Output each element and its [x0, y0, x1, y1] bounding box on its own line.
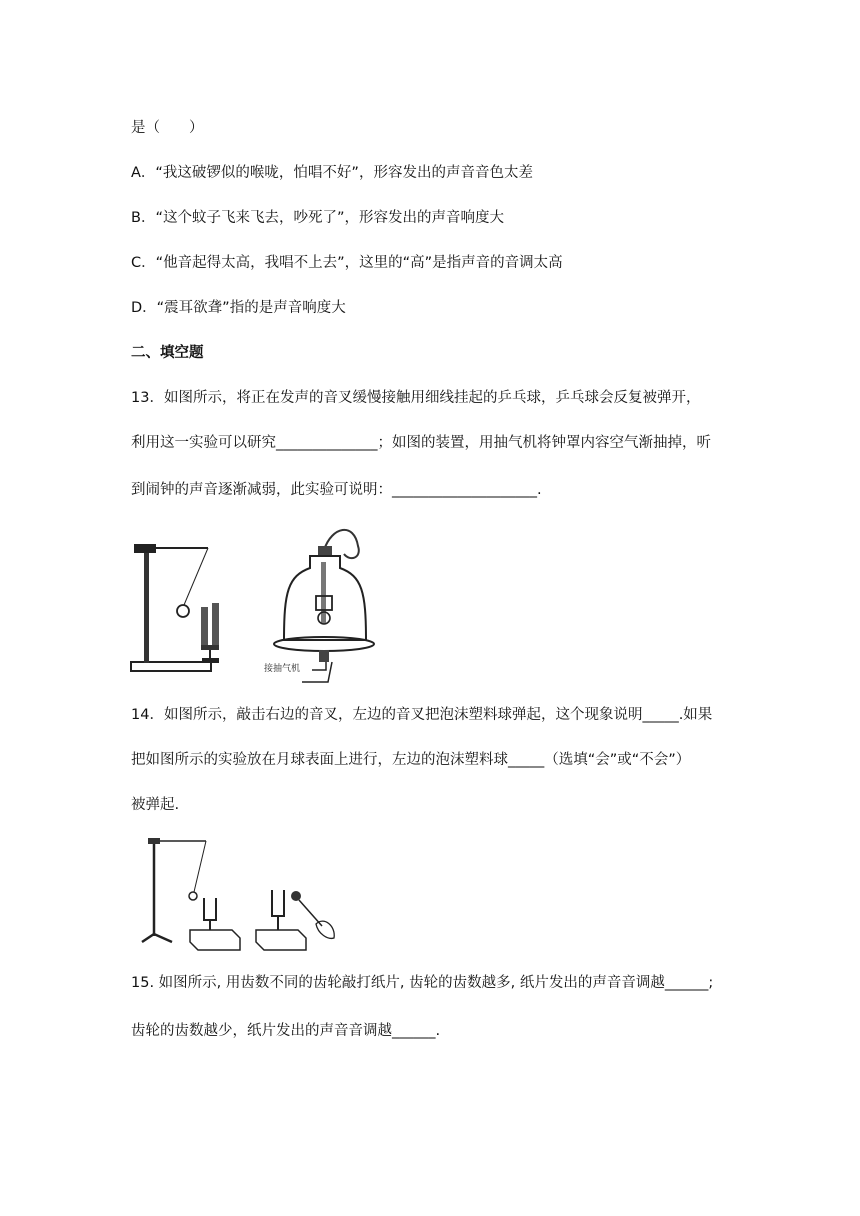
two-forks-figure — [136, 830, 346, 952]
question-stem-tail: 是（ ） — [131, 120, 204, 136]
bell-jar-figure — [262, 522, 382, 692]
option-b: B．“这个蚊子飞来飞去，吵死了”，形容发出的声音响度大 — [131, 210, 504, 226]
section-heading: 二、填空题 — [131, 345, 204, 361]
q14-line-1: 14．如图所示，敲击右边的音叉，左边的音叉把泡沫塑料球弹起，这个现象说明_____.如果 — [131, 707, 713, 723]
q13-line-2: 利用这一实验可以研究______________；如图的装置，用抽气机将钟罩内容空气渐抽掉，听 — [131, 435, 711, 451]
option-a: A．“我这破锣似的喉咙，怕唱不好”，形容发出的声音音色太差 — [131, 165, 533, 181]
q14-line-3: 被弹起. — [131, 797, 180, 813]
bell-jar-label: 接抽气机 — [264, 664, 301, 674]
option-c: C．“他音起得太高，我唱不上去”，这里的“高”是指声音的音调太高 — [131, 255, 563, 271]
q13-line-3: 到闹钟的声音逐渐减弱，此实验可说明：____________________. — [131, 482, 542, 498]
q15-line-1: 15. 如图所示, 用齿数不同的齿轮敲打纸片, 齿轮的齿数越多, 纸片发出的声音音调越______; — [131, 975, 714, 991]
q14-line-2: 把如图所示的实验放在月球表面上进行，左边的泡沫塑料球_____（选填“会”或“不会”） — [131, 752, 691, 768]
option-d: D．“震耳欲聋”指的是声音响度大 — [131, 300, 346, 316]
q15-line-2: 齿轮的齿数越少，纸片发出的声音音调越______. — [131, 1023, 441, 1039]
q13-line-1: 13．如图所示，将正在发声的音叉缓慢接触用细线挂起的乒乓球，乒乓球会反复被弹开， — [131, 390, 701, 406]
pingpong-fork-figure — [128, 535, 243, 675]
